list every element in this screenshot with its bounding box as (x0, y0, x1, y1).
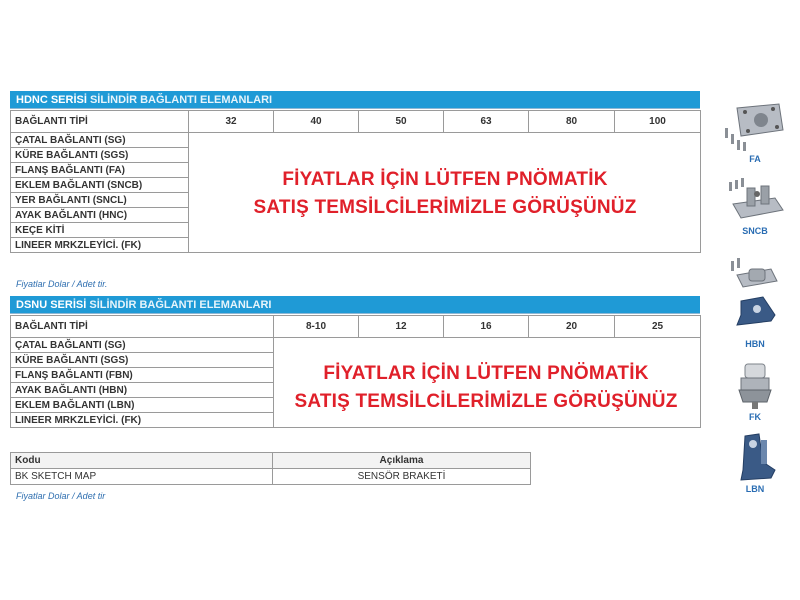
codes-row-code: BK SKETCH MAP (11, 469, 273, 485)
hdnc-size: 80 (529, 111, 615, 133)
part-caption: LBN (745, 484, 765, 494)
hdnc-series-name: HDNC SERİSİ (16, 94, 87, 106)
hdnc-size: 50 (359, 111, 444, 133)
part-hbn (720, 255, 790, 349)
dsnu-row-label: KÜRE BAĞLANTI (SGS) (11, 353, 274, 368)
hdnc-size: 32 (189, 111, 274, 133)
dsnu-header-label: BAĞLANTI TİPİ (11, 316, 274, 338)
hdnc-notice-line1: FİYATLAR İÇİN LÜTFEN PNÖMATİK (282, 169, 608, 190)
hdnc-row-label: FLANŞ BAĞLANTI (FA) (11, 163, 189, 178)
hdnc-footnote: Fiyatlar Dolar / Adet tir. (16, 279, 108, 289)
dsnu-size: 20 (529, 316, 615, 338)
hdnc-row-label: AYAK BAĞLANTI (HNC) (11, 208, 189, 223)
hdnc-size: 40 (274, 111, 359, 133)
hdnc-size: 100 (615, 111, 701, 133)
dsnu-size: 16 (444, 316, 529, 338)
dsnu-size: 25 (615, 316, 701, 338)
flange-bracket-icon (723, 102, 787, 152)
hdnc-header-label: BAĞLANTI TİPİ (11, 111, 189, 133)
hdnc-header-row (11, 111, 701, 133)
dsnu-row-label: EKLEM BAĞLANTI (LBN) (11, 398, 274, 413)
dsnu-series-name: DSNU SERİSİ (16, 299, 87, 311)
part-fk (720, 360, 790, 422)
codes-col-code: Kodu (11, 453, 273, 469)
codes-footnote: Fiyatlar Dolar / Adet tir (16, 491, 106, 501)
codes-header-row (11, 453, 531, 469)
codes-col-desc: Açıklama (273, 453, 531, 469)
hdnc-row-label: KÜRE BAĞLANTI (SGS) (11, 148, 189, 163)
sensor-bracket-table (10, 452, 531, 485)
dsnu-header-row (11, 316, 701, 338)
part-caption: FA (749, 154, 761, 164)
hdnc-row-label: ÇATAL BAĞLANTI (SG) (11, 133, 189, 148)
hdnc-row-label: LINEER MRKZLEYİCİ. (FK) (11, 238, 189, 253)
table-row (11, 469, 531, 485)
part-fa (720, 102, 790, 164)
dsnu-row-label: AYAK BAĞLANTI (HBN) (11, 383, 274, 398)
foot-mount-icon (723, 255, 787, 337)
dsnu-title-rest: SİLİNDİR BAĞLANTI ELEMANLARI (89, 299, 272, 311)
dsnu-size: 12 (359, 316, 444, 338)
part-caption: HBN (745, 339, 765, 349)
hdnc-price-notice (190, 166, 700, 222)
part-lbn (720, 432, 790, 494)
hdnc-title-bar (10, 91, 700, 109)
clevis-bracket-icon (723, 178, 787, 224)
pivot-bracket-icon (723, 432, 787, 482)
rod-coupler-icon (723, 360, 787, 410)
table-row (11, 133, 701, 148)
dsnu-title-bar (10, 296, 700, 314)
hdnc-size: 63 (444, 111, 529, 133)
codes-row-desc: SENSÖR BRAKETİ (273, 469, 531, 485)
dsnu-row-label: LINEER MRKZLEYİCİ. (FK) (11, 413, 274, 428)
part-caption: FK (749, 412, 761, 422)
hdnc-title-rest: SİLİNDİR BAĞLANTI ELEMANLARI (89, 94, 273, 106)
hdnc-row-label: EKLEM BAĞLANTI (SNCB) (11, 178, 189, 193)
hdnc-row-label: KEÇE KİTİ (11, 223, 189, 238)
table-row (11, 338, 701, 353)
hdnc-notice-line2: SATIŞ TEMSİLCİLERİMİZLE GÖRÜŞÜNÜZ (253, 197, 637, 218)
dsnu-notice-line2: SATIŞ TEMSİLCİLERİMİZLE GÖRÜŞÜNÜZ (294, 391, 678, 412)
dsnu-price-notice (272, 360, 700, 416)
dsnu-size: 8-10 (274, 316, 359, 338)
dsnu-row-label: ÇATAL BAĞLANTI (SG) (11, 338, 274, 353)
dsnu-notice-line1: FİYATLAR İÇİN LÜTFEN PNÖMATİK (323, 363, 649, 384)
part-sncb (720, 178, 790, 236)
dsnu-row-label: FLANŞ BAĞLANTI (FBN) (11, 368, 274, 383)
part-caption: SNCB (742, 226, 768, 236)
hdnc-row-label: YER BAĞLANTI (SNCL) (11, 193, 189, 208)
